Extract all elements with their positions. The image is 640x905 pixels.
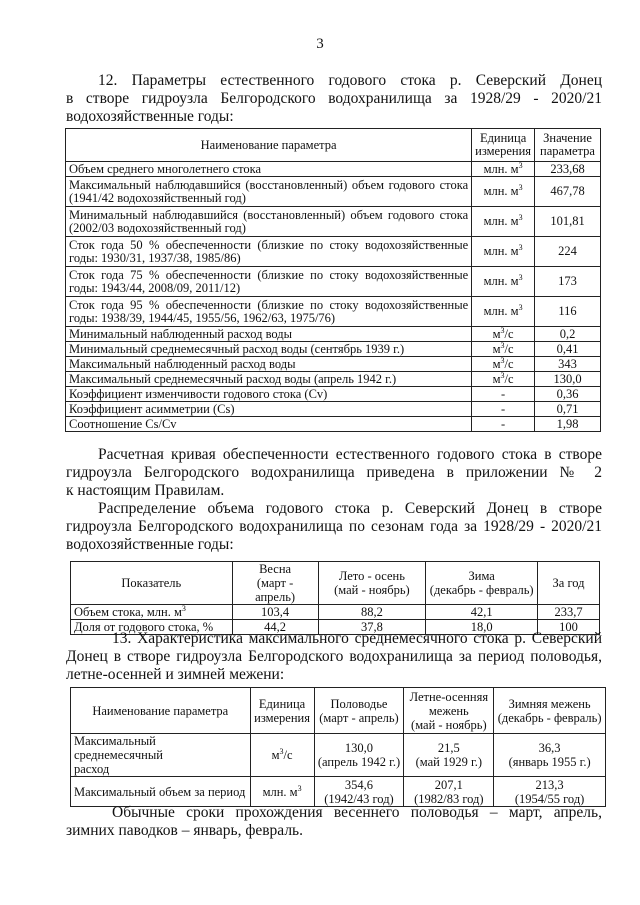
section-12-line-1: 12. Параметры естественного годового стока р. Северский Донец — [98, 72, 602, 89]
unit-cell — [250, 777, 314, 807]
header-winter-low-water — [494, 688, 606, 734]
header-value — [535, 129, 601, 162]
unit-superscript: 3 — [518, 160, 523, 170]
winter-date: (1954/55 год) — [514, 791, 585, 806]
parameter-name-line-1: Максимальный среднемесячный — [74, 734, 163, 762]
parameter-name-line-2: годы: 1930/31, 1937/38, 1985/86) — [69, 250, 241, 265]
parameter-name-line-1: Максимальный наблюдавшийся (восстановленный) объем годового стока — [69, 178, 469, 192]
spring-cell: 103,4 — [232, 605, 318, 620]
unit-cell — [472, 357, 535, 372]
distribution-line-3: водохозяйственные годы: — [66, 536, 234, 553]
parameter-name-cell — [66, 327, 472, 342]
header-spring-line-1: Весна — [259, 562, 292, 576]
runoff-parameters-body — [66, 162, 601, 432]
parameter-name-line-1: Коэффициент изменчивости годового стока (Cv) — [69, 386, 328, 401]
unit-text: м — [492, 356, 501, 371]
unit-cell — [472, 297, 535, 327]
header-summer-autumn — [318, 562, 426, 605]
unit-tail: /с — [504, 326, 514, 341]
parameter-name-line-2: (1941/42 водохозяйственный год) — [69, 190, 246, 205]
section-12-line-3: водохозяйственные годы: — [66, 108, 234, 125]
flood-date: (апрель 1942 г.) — [317, 755, 401, 769]
table-row — [66, 177, 601, 207]
unit-cell — [472, 237, 535, 267]
year-cell: 233,7 — [538, 605, 600, 620]
unit-superscript: 3 — [518, 212, 523, 222]
unit-superscript: 3 — [518, 242, 523, 252]
page-number: 3 — [316, 36, 324, 52]
unit-cell — [250, 734, 314, 777]
unit-text: м — [492, 326, 501, 341]
summer-date: (май 1929 г.) — [415, 755, 483, 769]
curve-line-1: Расчетная кривая обеспеченности естественного годового стока в створе — [98, 446, 602, 463]
year-cell: 100 — [538, 620, 600, 635]
winter-cell: 42,1 — [426, 605, 538, 620]
header-value-line-1: Значение — [543, 131, 592, 145]
flood-value: 354,6 — [344, 777, 374, 792]
parameter-name-line-1: Объем среднего многолетнего стока — [69, 161, 262, 176]
table-row — [66, 342, 601, 357]
parameter-name-cell — [71, 777, 251, 807]
parameter-name-cell — [66, 297, 472, 327]
value-cell: 0,41 — [535, 342, 601, 357]
table-row — [66, 402, 601, 417]
table-row — [71, 605, 600, 620]
indicator-text: Объем стока, млн. м — [74, 604, 182, 619]
parameter-name-cell — [66, 402, 472, 417]
value-cell: 0,71 — [535, 402, 601, 417]
unit-superscript: 3 — [500, 325, 505, 335]
header-unit — [250, 688, 314, 734]
unit-cell: - — [472, 387, 535, 402]
winter-date: (январь 1955 г.) — [508, 755, 591, 769]
parameter-name-line-1: Минимальный наблюдавшийся (восстановленный) объем годового стока — [69, 208, 469, 222]
winter-cell — [494, 734, 606, 777]
table-row — [66, 417, 601, 432]
summer-date: (1982/83 год) — [414, 791, 484, 806]
parameter-name-cell — [66, 387, 472, 402]
winter-cell — [494, 777, 606, 807]
unit-cell: - — [472, 417, 535, 432]
unit-text: млн. м — [483, 244, 519, 258]
table-row — [66, 387, 601, 402]
spring-cell: 44,2 — [232, 620, 318, 635]
distribution-line-1: Распределение объема годового стока р. Северский Донец в створе — [98, 500, 602, 517]
header-summer-line-1: Летне-осенняя — [409, 689, 489, 704]
flood-cell — [314, 734, 404, 777]
parameter-name-cell — [66, 267, 472, 297]
header-winter-line-2: (декабрь - февраль) — [429, 583, 534, 597]
unit-superscript: 3 — [500, 355, 505, 365]
unit-superscript: 3 — [518, 182, 523, 192]
header-summer-low-water — [404, 688, 494, 734]
unit-text: м — [492, 371, 501, 386]
table-row — [71, 734, 606, 777]
indicator-cell — [71, 605, 233, 620]
table-row — [66, 267, 601, 297]
parameter-name-line-1: Минимальный среднемесячный расход воды (сентябрь 1939 г.) — [69, 341, 405, 356]
unit-cell — [472, 342, 535, 357]
header-flood — [314, 688, 404, 734]
winter-value: 36,3 — [538, 741, 561, 755]
curve-paragraph — [66, 446, 602, 500]
curve-line-2: гидроузла Белгородского водохранилища приведена в приложении № 2 — [66, 464, 602, 481]
parameter-name-cell — [66, 357, 472, 372]
value-cell: 0,2 — [535, 327, 601, 342]
header-winter-line-1: Зима — [468, 569, 495, 583]
parameter-name-line-1: Сток года 50 % обеспеченности (близкие по стоку водохозяйственные — [69, 238, 469, 252]
unit-cell — [472, 177, 535, 207]
parameter-name-cell — [66, 417, 472, 432]
parameter-name-line-2: (2002/03 водохозяйственный год) — [69, 220, 246, 235]
unit-cell — [472, 207, 535, 237]
value-cell: 224 — [535, 237, 601, 267]
unit-tail: /с — [504, 371, 514, 386]
section-12-line-2: в створе гидроузла Белгородского водохранилища за 1928/29 - 2020/21 — [66, 90, 602, 107]
table-row — [66, 207, 601, 237]
unit-text: млн. м — [483, 274, 519, 288]
parameter-name-line-2: годы: 1938/39, 1944/45, 1955/56, 1962/63, 1975/76) — [69, 310, 336, 325]
header-parameter-name: Наименование параметра — [71, 688, 251, 734]
header-unit-line-2: измерения — [475, 144, 532, 158]
winter-value: 213,3 — [535, 777, 564, 792]
max-monthly-runoff-table — [70, 687, 606, 807]
table-row — [66, 297, 601, 327]
section-13-line-3: летне-осенней и зимней межени: — [66, 666, 285, 683]
terms-line-1: Обычные сроки прохождения весеннего половодья – март, апрель, — [112, 804, 602, 821]
distribution-line-2: гидроузла Белгородского водохранилища по сезонам года за 1928/29 - 2020/21 — [66, 518, 602, 535]
header-unit — [472, 129, 535, 162]
section-13-line-1: 13. Характеристика максимального среднемесячного стока р. Северский — [112, 630, 602, 647]
unit-superscript: 3 — [500, 370, 505, 380]
unit-cell — [472, 267, 535, 297]
unit-superscript: 3 — [279, 746, 284, 756]
unit-text: млн. м — [483, 214, 519, 228]
flood-cell — [314, 777, 404, 807]
parameter-name-line-1: Максимальный среднемесячный расход воды (апрель 1942 г.) — [69, 371, 397, 386]
table-row — [66, 237, 601, 267]
parameter-name-cell — [66, 372, 472, 387]
value-cell: 1,98 — [535, 417, 601, 432]
runoff-parameters-table — [65, 128, 601, 432]
value-cell: 101,81 — [535, 207, 601, 237]
parameter-name-line-2: расход — [74, 762, 110, 776]
summer-cell: 88,2 — [318, 605, 426, 620]
summer-cell: 37,8 — [318, 620, 426, 635]
unit-text: млн. м — [262, 784, 298, 799]
unit-superscript: 3 — [518, 272, 523, 282]
header-summer-line-2: (май - ноябрь) — [334, 583, 410, 597]
value-cell: 173 — [535, 267, 601, 297]
indicator-superscript: 3 — [181, 603, 186, 613]
header-flood-line-1: Половодье — [330, 696, 388, 711]
parameter-name-cell — [71, 734, 251, 777]
unit-tail: /с — [504, 356, 514, 371]
value-cell: 343 — [535, 357, 601, 372]
terms-paragraph — [66, 804, 602, 840]
section-12-heading — [66, 72, 602, 126]
parameter-name-line-1: Максимальный объем за период — [74, 784, 246, 799]
header-winter-line-2: (декабрь - февраль) — [497, 710, 602, 725]
value-cell: 467,78 — [535, 177, 601, 207]
unit-cell — [472, 327, 535, 342]
header-flood-line-2: (март - апрель) — [319, 710, 399, 725]
table-row — [71, 777, 606, 807]
value-cell: 233,68 — [535, 162, 601, 177]
curve-line-3: к настоящим Правилам. — [66, 482, 225, 499]
section-13-line-2: Донец в створе гидроузла Белгородского водохранилища за период половодья, — [66, 648, 602, 665]
indicator-text: Доля от годового стока, % — [74, 619, 214, 634]
parameter-name-cell — [66, 342, 472, 357]
flood-date: (1942/43 год) — [324, 791, 394, 806]
flood-value: 130,0 — [344, 741, 374, 755]
header-summer-line-1: Лето - осень — [338, 569, 405, 583]
header-spring — [232, 562, 318, 605]
distribution-paragraph — [66, 500, 602, 554]
header-winter-line-1: Зимняя межень — [508, 696, 591, 711]
unit-text: м — [492, 341, 501, 356]
parameter-name-line-1: Максимальный наблюденный расход воды — [69, 356, 296, 371]
parameter-name-line-1: Сток года 75 % обеспеченности (близкие по стоку водохозяйственные — [69, 268, 469, 282]
summer-cell — [404, 734, 494, 777]
parameter-name-cell — [66, 162, 472, 177]
table-row — [66, 162, 601, 177]
header-spring-line-2: (март - апрель) — [255, 576, 296, 604]
unit-cell — [472, 162, 535, 177]
terms-line-2: зимних паводков – январь, февраль. — [66, 822, 304, 839]
unit-tail: /с — [283, 748, 293, 762]
unit-text: млн. м — [483, 184, 519, 198]
winter-cell: 18,0 — [426, 620, 538, 635]
unit-cell: - — [472, 402, 535, 417]
unit-text: млн. м — [483, 304, 519, 318]
table-row — [66, 327, 601, 342]
unit-superscript: 3 — [518, 302, 523, 312]
value-cell: 130,0 — [535, 372, 601, 387]
header-summer-line-3: (май - ноябрь) — [411, 717, 487, 732]
parameter-name-line-1: Минимальный наблюденный расход воды — [69, 326, 293, 341]
section-13-heading — [66, 630, 602, 684]
unit-superscript: 3 — [500, 340, 505, 350]
parameter-name-cell — [66, 207, 472, 237]
summer-value: 207,1 — [434, 777, 463, 792]
parameter-name-line-1: Коэффициент асимметрии (Cs) — [69, 401, 235, 416]
parameter-name-cell — [66, 177, 472, 207]
unit-text: млн. м — [483, 161, 519, 176]
value-cell: 0,36 — [535, 387, 601, 402]
parameter-name-line-1: Соотношение Cs/Cv — [69, 416, 177, 431]
header-parameter-name: Наименование параметра — [66, 129, 472, 162]
header-value-line-2: параметра — [540, 144, 595, 158]
header-indicator: Показатель — [71, 562, 233, 605]
summer-value: 21,5 — [437, 741, 460, 755]
header-unit-line-2: измерения — [254, 710, 310, 725]
parameter-name-cell — [66, 237, 472, 267]
header-summer-line-2: межень — [428, 703, 469, 718]
parameter-name-line-1: Сток года 95 % обеспеченности (близкие по стоку водохозяйственные — [69, 298, 469, 312]
summer-cell — [404, 777, 494, 807]
table-row — [66, 357, 601, 372]
table-row — [66, 372, 601, 387]
header-unit-line-1: Единица — [258, 696, 306, 711]
unit-superscript: 3 — [297, 783, 302, 793]
parameter-name-line-2: годы: 1943/44, 2008/09, 2011/12) — [69, 280, 241, 295]
unit-text: м — [271, 748, 280, 762]
header-unit-line-1: Единица — [479, 131, 527, 145]
unit-cell — [472, 372, 535, 387]
value-cell: 116 — [535, 297, 601, 327]
header-year: За год — [538, 562, 600, 605]
max-monthly-runoff-body — [71, 734, 606, 807]
seasonal-distribution-table — [70, 561, 600, 635]
unit-tail: /с — [504, 341, 514, 356]
header-winter — [426, 562, 538, 605]
